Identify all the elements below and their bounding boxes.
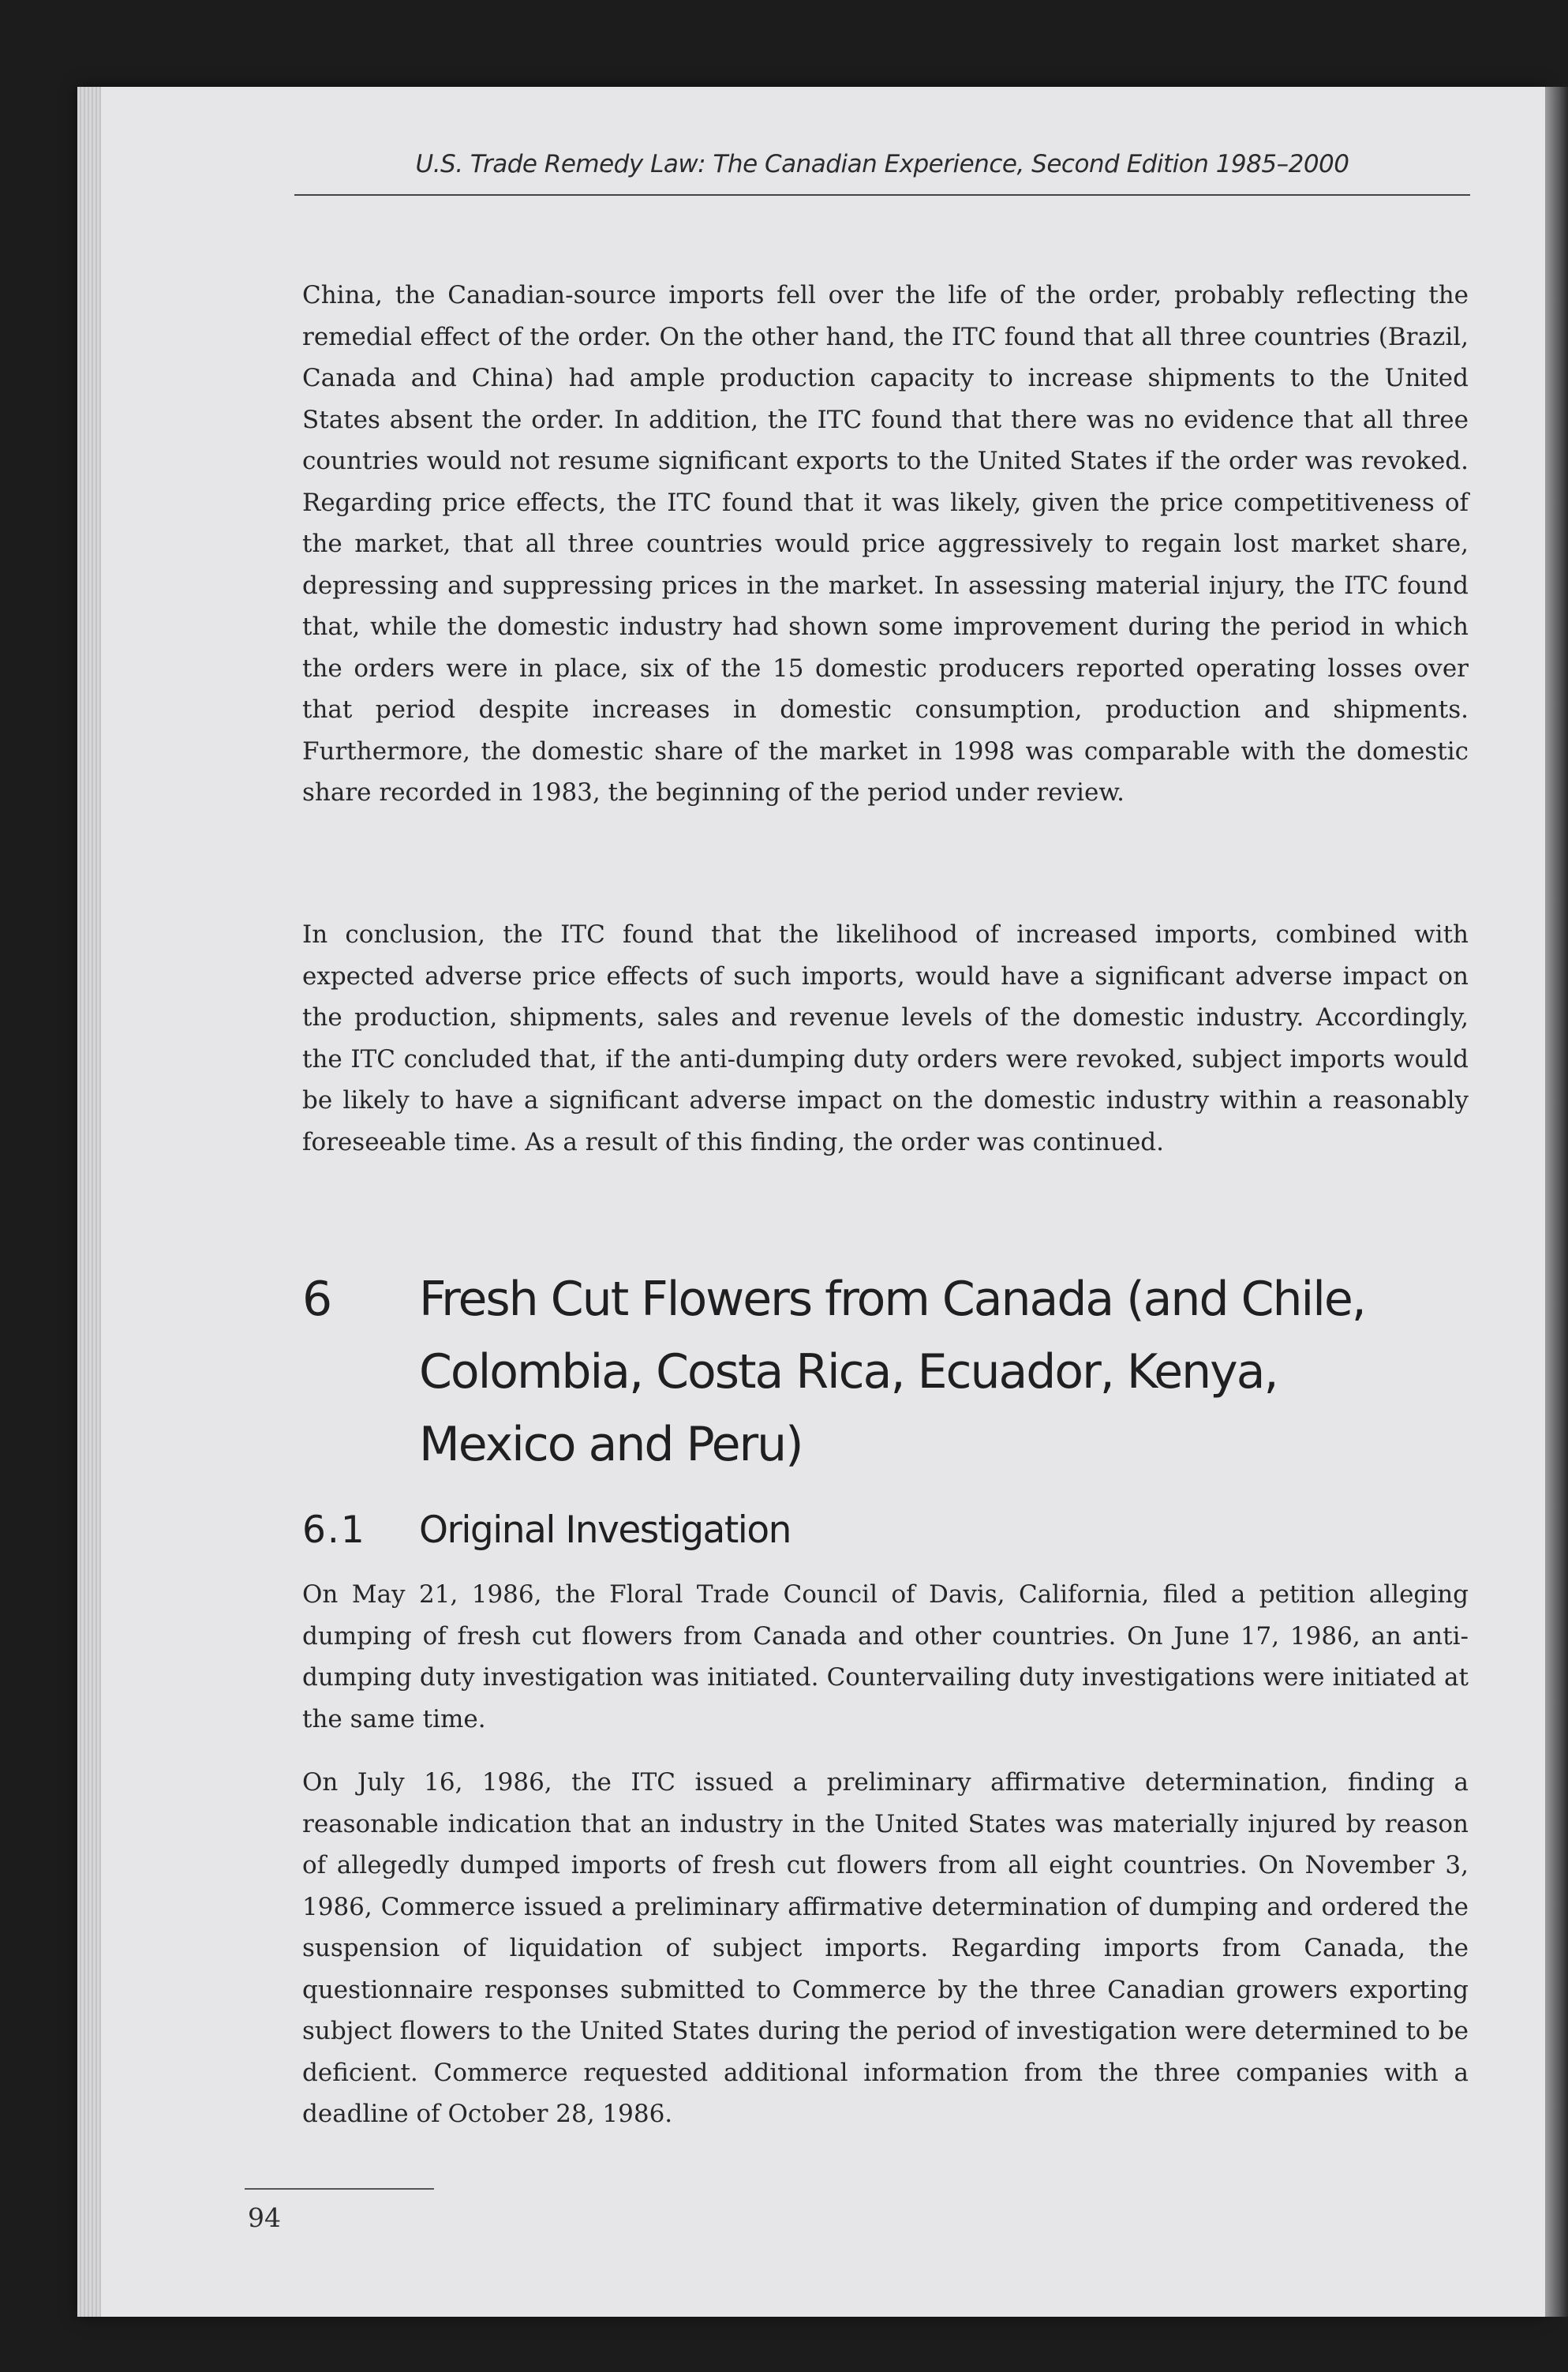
body-paragraph: China, the Canadian-source imports fell over the life of the order, probably reflecting the remedial effect of the order. On the other hand, the ITC found that all three countries (Brazil, Canada and China) had ample production capacity to increase shipments to the United States absent the order. In addition, the ITC found that there was no evidence that all three countries would not resume significant exports to the United States if the order was revoked. Regarding price effects, the ITC found that it was likely, given the price competitiveness of the market, that all three countries would price aggressively to regain lost market share, depressing and suppressing prices in the market. In assessing material injury, the ITC found that, while the domestic industry had shown some improvement during the period in which the orders were in place, six of the 15 domestic producers reported operating losses over that period despite increases in domestic consumption, production and shipments. Furthermore, the domestic share of the market in 1998 was comparable with the domestic share recorded in 1983, the beginning of the period under review.	[302, 281, 1469, 807]
body-paragraph: On May 21, 1986, the Floral Trade Council of Davis, California, filed a petition alleging dumping of fresh cut flowers from Canada and other countries. On June 17, 1986, an anti-dumping duty investigation was initiated. Countervailing duty investigations were initiated at the same time.	[302, 1580, 1469, 1733]
section-number: 6.1	[302, 1508, 366, 1552]
section-title: Original Investigation	[419, 1508, 791, 1552]
chapter-number: 6	[302, 1272, 332, 1327]
body-paragraph: On July 16, 1986, the ITC issued a preliminary affirmative determination, finding a reasonable indication that an industry in the United States was materially injured by reason of allegedly dumped imports of fresh cut flowers from all eight countries. On November 3, 1986, Commerce issued a preliminary affirmative determination of dumping and ordered the suspension of liquidation of subject imports. Regarding imports from Canada, the questionnaire responses submitted to Commerce by the three Canadian growers exporting subject flowers to the United States during the period of investigation were determined to be deficient. Commerce requested additional information from the three companies with a deadline of October 28, 1986.	[302, 1768, 1469, 2128]
book-spine-shadow	[1545, 87, 1568, 2317]
body-paragraph: In conclusion, the ITC found that the likelihood of increased imports, combined with expected adverse price effects of such imports, would have a significant adverse impact on the production, shipments, sales and revenue levels of the domestic industry. Accordingly, the ITC concluded that, if the anti-dumping duty orders were revoked, subject imports would be likely to have a significant adverse impact on the domestic industry within a reasonably foreseeable time. As a result of this finding, the order was continued.	[302, 920, 1469, 1156]
running-head: U.S. Trade Remedy Law: The Canadian Experience, Second Edition 1985–2000	[294, 147, 1470, 196]
chapter-title: Fresh Cut Flowers from Canada (and Chile, Colombia, Costa Rica, Ecuador, Kenya, Mexico and Peru)	[419, 1272, 1365, 1472]
page-number: 94	[248, 2202, 281, 2233]
footer-rule	[245, 2188, 434, 2190]
page-edges	[77, 87, 101, 2317]
